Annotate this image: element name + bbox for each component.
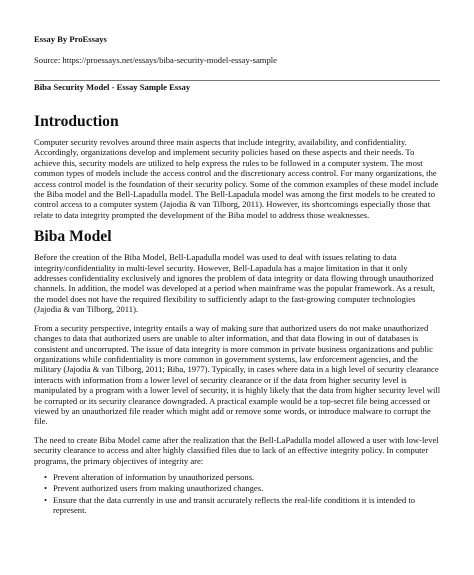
- source-line: Source: https://proessays.net/essays/biba-security-model-essay-sample: [34, 55, 277, 65]
- header-divider: [34, 80, 440, 81]
- bullet-icon: •: [44, 471, 48, 482]
- list-item-text: Prevent authorized users from making unauthorized changes.: [53, 483, 264, 494]
- section-heading: Introduction: [34, 113, 119, 130]
- document-header: [34, 34, 454, 66]
- list-item: [46, 483, 442, 493]
- paragraph: From a security perspective, integrity entails a way of making sure that authorized users do not make unauthorized changes to data that authorized users are unable to alter information, and that data flowing in out of databases is consistent and uncorrupted. The issue of data integrity is more common in private business organizations and public organizations while confidentiality is more common in government systems, law enforcement agencies, and the military (Jajodia & van Tilborg, 2011; Biba, 1977). Typically, in cases where data in a high level of security clearance interacts with information from a lower level of security clearance or if the data from higher security level is manipulated by a program with a lower level of security, it is highly likely that the data from higher security level will be corrupted or its security clearance downgraded. A practical example would be a top-secret file being accessed or viewed by an unauthorized file reader which might add or remove some words, or introduce malware to corrupt the file.: [34, 322, 441, 427]
- section-heading: Biba Model: [34, 228, 112, 246]
- paragraph: Computer security revolves around three main aspects that include integrity, availability, and confidentiality. Accordingly, organizations develop and implement security policies based on these aspects and their needs. To achieve this, security models are utilized to help express the rules to be followed in a computer system. The most common types of models include the access control and the discretionary access control. For many organizations, the access control model is the foundation of their security policy. Some of the common examples of these model include the Biba model and the Bell-Lapadulla model. The Bell-Lapadula model was among the first models to be created to control access to a computer system (Jajodia & van Tilborg, 2011). However, its shortcomings especially those that relate to data integrity prompted the development of the Biba model to address those weaknesses.: [34, 137, 439, 220]
- list-item-text: Ensure that the data currently in use and transit accurately reflects the real-life conditions it is intended to represent.: [53, 494, 415, 516]
- bullet-icon: •: [44, 483, 48, 494]
- list-item: [46, 495, 442, 516]
- integrity-objectives-list: [34, 472, 442, 516]
- brand-label: Essay By ProEssays: [34, 34, 107, 44]
- paragraph: The need to create Biba Model came after the realization that the Bell-LaPadulla model allowed a user with low-level security clearance to access and alter highly classified files due to lack of an effective integrity policy. In computer programs, the primary objectives of integrity are:: [34, 434, 439, 466]
- bullet-icon: •: [44, 494, 48, 505]
- section-biba-model: [34, 228, 442, 515]
- paragraph: Before the creation of the Biba Model, Bell-Lapadulla model was used to deal with issues relating to data integrity/confidentiality in multi-level security. However, Bell-Lapadula has a major limitation in that it only addresses confidentiality exclusively and ignores the problem of data integrity or data flowing through unauthorized channels. In addition, the model was developed at a period when mainframe was the popular framework. As a result, the model does not have the required flexibility to sufficiently adapt to the fast-growing computer technologies (Jajodia & van Tilborg, 2011).: [34, 252, 435, 315]
- section-introduction: [34, 113, 442, 220]
- document-body: [34, 113, 442, 517]
- list-item: [46, 472, 442, 482]
- list-item-text: Prevent alteration of information by unauthorized persons.: [53, 471, 255, 482]
- document-title: Biba Security Model - Essay Sample Essay: [34, 82, 191, 92]
